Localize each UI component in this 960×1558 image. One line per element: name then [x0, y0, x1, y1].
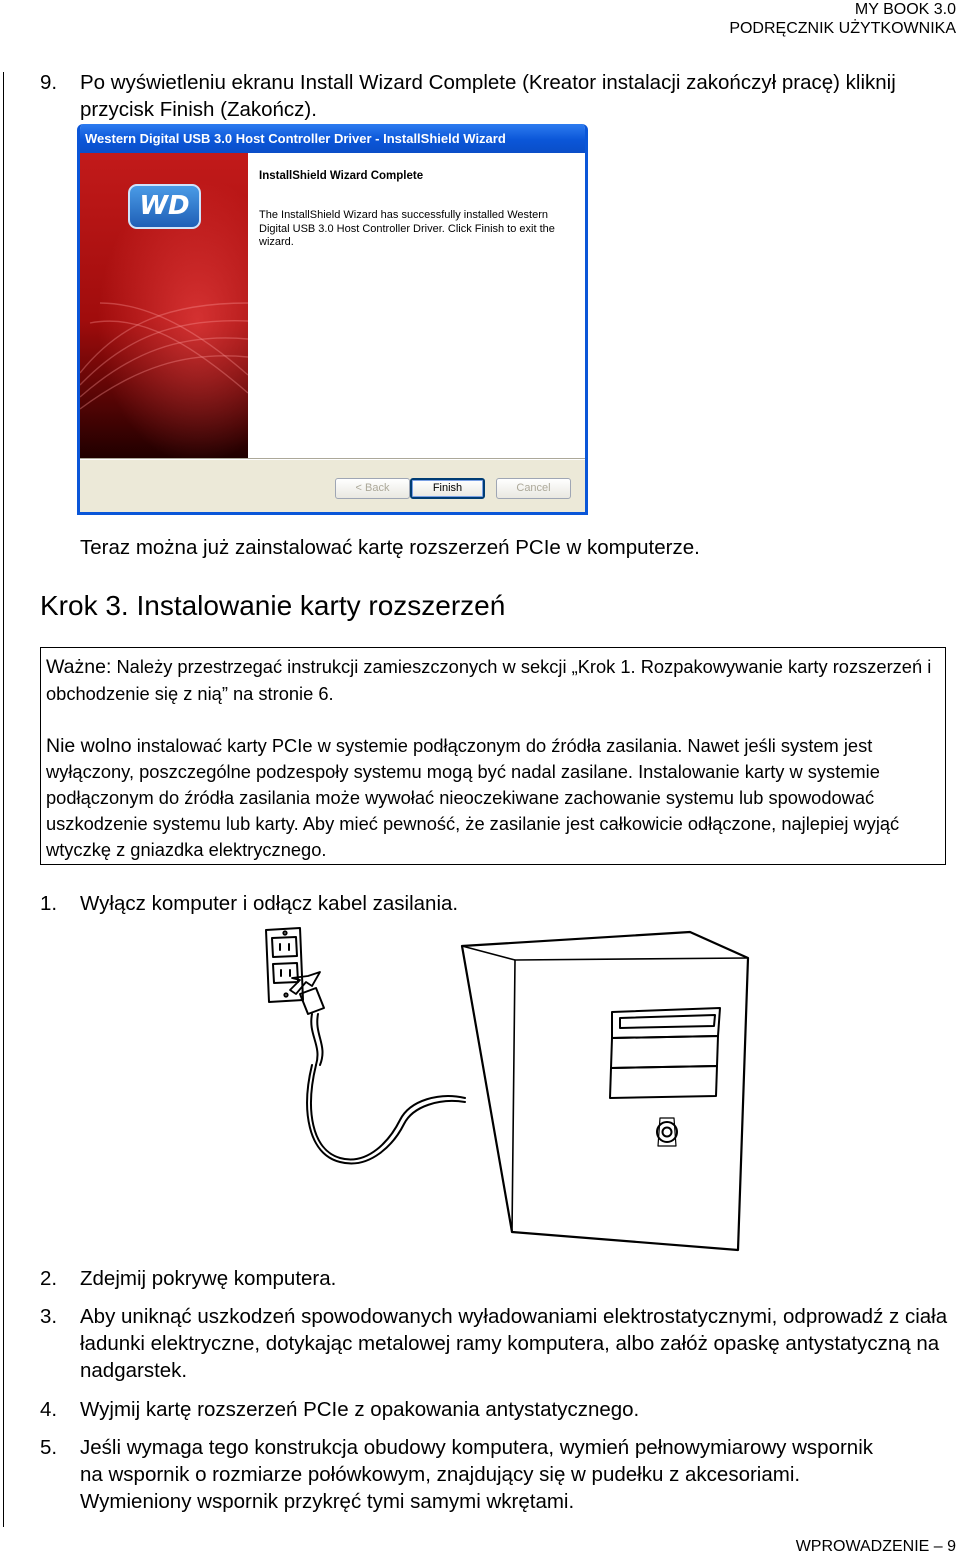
- after-wizard-text: Teraz można już zainstalować kartę rozszerzeń PCIe w komputerze.: [80, 536, 700, 559]
- step-3-text: Aby uniknąć uszkodzeń spowodowanych wyładowaniami elektrostatycznymi, odprowadź z ciała ładunki elektryczne, dotykając metalowej ramy komputera, albo załóż opaskę antystatyczną na nadgarstek.: [80, 1305, 948, 1382]
- important-label: Ważne:: [46, 656, 112, 678]
- section-heading: Krok 3. Instalowanie karty rozszerzeń: [40, 590, 506, 621]
- important-text: Należy przestrzegać instrukcji zamieszczonych w sekcji „Krok 1. Rozpakowywanie karty rozszerzeń i obchodzenie się z nią” na stronie 6.: [46, 656, 932, 704]
- step-9-text-a: Po wyświetleniu ekranu Install Wizard Complete (Kreator instalacji zakończył pracę) kliknij przycisk: [80, 71, 896, 121]
- step-5-text: Jeśli wymaga tego konstrukcja obudowy komputera, wymień pełnowymiarowy wspornik na wspornik o rozmiarze połówkowym, znajdujący się w pudełku z akcesoriami. Wymieniony wspornik przykręć tymi samymi wkrętami.: [80, 1436, 874, 1513]
- warning-paragraph: [46, 733, 940, 863]
- cancel-button[interactable]: Cancel: [496, 478, 571, 499]
- step-1-text: Wyłącz komputer i odłącz kabel zasilania.: [80, 892, 459, 915]
- installshield-wizard-window: [77, 124, 588, 515]
- step-3-number: 3.: [40, 1305, 58, 1328]
- page-header: [729, 0, 956, 38]
- step-2-text: Zdejmij pokrywę komputera.: [80, 1267, 337, 1290]
- wizard-heading: InstallShield Wizard Complete: [259, 170, 424, 182]
- wizard-separator: [80, 458, 585, 460]
- important-paragraph: [46, 654, 940, 707]
- left-margin-rule: [3, 72, 4, 1527]
- step-9-number: 9.: [40, 71, 58, 94]
- header-manual: PODRĘCZNIK UŻYTKOWNIKA: [729, 20, 956, 37]
- step-9-text: [80, 69, 950, 123]
- step-2-number: 2.: [40, 1267, 58, 1290]
- finish-button[interactable]: Finish: [410, 478, 485, 499]
- page-footer: WPROWADZENIE – 9: [795, 1538, 956, 1555]
- step-9-text-b: (Zakończ).: [214, 98, 317, 121]
- step-1-number: 1.: [40, 892, 58, 915]
- important-note-box: [40, 647, 946, 865]
- computer-tower-icon: [462, 932, 748, 1250]
- back-button[interactable]: < Back: [335, 478, 410, 499]
- computer-unplug-illustration: [250, 920, 770, 1260]
- warning-text: instalować karty PCIe w systemie podłączonym do źródła zasilania. Nawet jeśli system jest wyłączony, poszczególne podzespoły systemu mogą być nadal zasilane. Instalowanie karty w systemie podłączonym do źródła zasilania może wywołać nieoczekiwane zachowanie systemu lub spowodować uszkodzenie systemu lub karty. Aby mieć pewność, że zasilanie jest całkowicie odłączone, najlepiej wyjąć wtyczkę z gniazdka elektrycznego.: [46, 734, 900, 860]
- step-9-finish-word: Finish: [159, 98, 215, 121]
- warning-label: Nie wolno: [46, 734, 132, 757]
- step-5-number: 5.: [40, 1436, 58, 1459]
- wd-logo: WD: [128, 184, 201, 229]
- wizard-banner: [80, 153, 248, 458]
- wizard-titlebar: Western Digital USB 3.0 Host Controller Driver - InstallShield Wizard: [80, 124, 585, 153]
- step-4-text: Wyjmij kartę rozszerzeń PCIe z opakowania antystatycznego.: [80, 1398, 640, 1421]
- step-4-number: 4.: [40, 1398, 58, 1421]
- header-product: MY BOOK 3.0: [854, 1, 956, 18]
- wizard-message: The InstallShield Wizard has successfully installed Western Digital USB 3.0 Host Controller Driver. Click Finish to exit the wizard.: [259, 209, 555, 248]
- wizard-body: [80, 153, 585, 458]
